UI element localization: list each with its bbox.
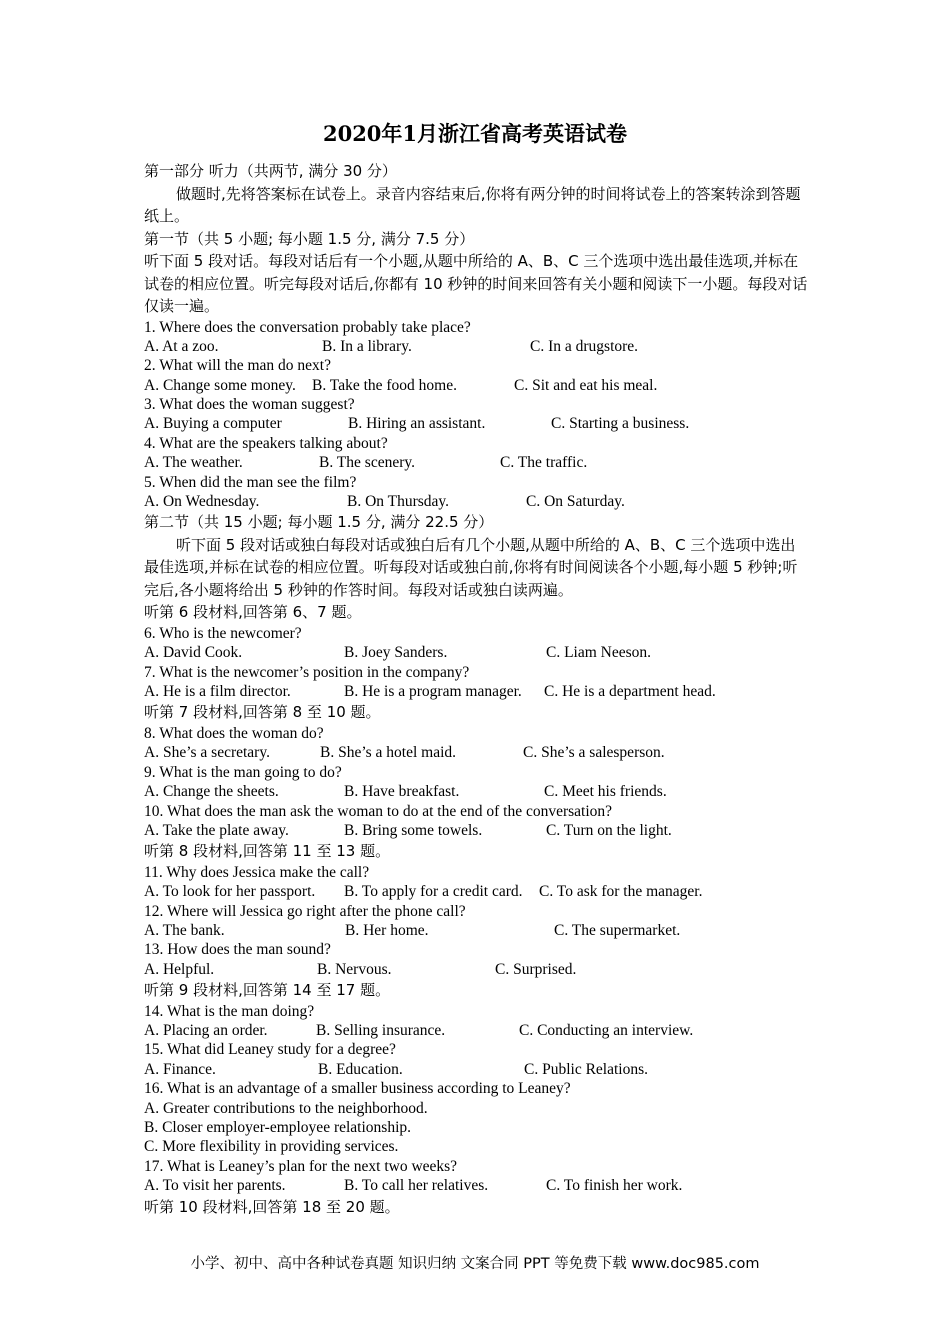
option-c: C. The traffic. [500, 454, 588, 472]
option-a: A. Placing an order. [144, 1022, 268, 1040]
question-7: 7. What is the newcomer’s position in the company? [144, 663, 470, 681]
option-b: B. Joey Sanders. [344, 644, 448, 662]
option-c: C. The supermarket. [554, 921, 681, 939]
option-c: C. On Saturday. [526, 493, 625, 511]
options-6 [144, 643, 810, 662]
question-10: 10. What does the man ask the woman to do at the end of the conversation? [144, 802, 613, 820]
options-11 [144, 882, 810, 901]
option-a: A. He is a film director. [144, 683, 291, 701]
option-a: A. David Cook. [144, 644, 243, 662]
option-c: C. Starting a business. [551, 415, 690, 433]
question-3: 3. What does the woman suggest? [144, 396, 355, 414]
option-c: C. She’s a salesperson. [523, 744, 665, 762]
option-b: B. She’s a hotel maid. [320, 744, 457, 762]
question-16: 16. What is an advantage of a smaller business according to Leaney? [144, 1080, 571, 1098]
option-b: B. To call her relatives. [344, 1177, 489, 1195]
question-14: 14. What is the man doing? [144, 1002, 315, 1020]
option-b: B. Selling insurance. [316, 1022, 446, 1040]
option-a: A. Helpful. [144, 960, 215, 978]
question-13: 13. How does the man sound? [144, 941, 331, 959]
options-15 [144, 1060, 810, 1079]
options-1 [144, 337, 810, 356]
option-b: B. Nervous. [317, 960, 392, 978]
option-a: A. On Wednesday. [144, 493, 260, 511]
options-8 [144, 743, 810, 762]
option-c: C. Liam Neeson. [546, 644, 652, 662]
options-10 [144, 821, 810, 840]
section2-heading: 第二节（共 15 小题; 每小题 1.5 分, 满分 22.5 分） [144, 513, 494, 532]
option-b: B. He is a program manager. [344, 683, 522, 701]
option-b: B. To apply for a credit card. [344, 883, 523, 901]
question-12: 12. Where will Jessica go right after the phone call? [144, 902, 466, 920]
option-b: B. In a library. [322, 337, 412, 355]
question-17: 17. What is Leaney’s plan for the next two weeks? [144, 1157, 458, 1175]
question-15: 15. What did Leaney study for a degree? [144, 1041, 396, 1059]
option-a: A. Take the plate away. [144, 821, 289, 839]
question-11: 11. Why does Jessica make the call? [144, 863, 370, 881]
option-b: B. Take the food home. [312, 376, 457, 394]
options-5 [144, 492, 810, 511]
option-c: C. In a drugstore. [530, 337, 639, 355]
option-c: C. To finish her work. [546, 1177, 683, 1195]
option-c: C. He is a department head. [544, 683, 716, 701]
option-b: B. Her home. [345, 921, 429, 939]
option-a: A. To visit her parents. [144, 1177, 286, 1195]
option-16-b: B. Closer employer-employee relationship. [144, 1119, 411, 1136]
page-title: 2020年1月浙江省高考英语试卷 [322, 121, 628, 146]
option-a: A. The bank. [144, 921, 225, 939]
options-12 [144, 921, 810, 940]
footer-ad: 小学、初中、高中各种试卷真题 知识归纳 文案合同 PPT 等免费下载 www.doc985.com [190, 1256, 760, 1272]
option-16-a: A. Greater contributions to the neighborhood. [144, 1099, 428, 1117]
question-9: 9. What is the man going to do? [144, 763, 342, 781]
options-17 [144, 1176, 810, 1195]
option-c: C. Sit and eat his meal. [514, 376, 658, 394]
options-9 [144, 782, 810, 801]
option-b: B. Bring some towels. [344, 821, 483, 839]
material-10-heading: 听第 10 段材料,回答第 18 至 20 题。 [144, 1197, 400, 1216]
option-c: C. To ask for the manager. [539, 883, 703, 901]
material-9-heading: 听第 9 段材料,回答第 14 至 17 题。 [144, 981, 391, 1000]
option-c: C. Surprised. [495, 960, 577, 978]
options-14 [144, 1021, 810, 1040]
material-7-heading: 听第 7 段材料,回答第 8 至 10 题。 [144, 703, 381, 722]
options-3 [144, 414, 810, 433]
section1-instructions: 听下面 5 段对话。每段对话后有一个小题,从题中所给的 A、B、C 三个选项中选出最佳选项,并标在试卷的相应位置。听完每段对话后,你都有 10 秒钟的时间来回答有关小题和阅读下一小题。每段对话仅读一遍。 [144, 252, 808, 315]
option-a: A. Buying a computer [144, 415, 282, 433]
part1-heading: 第一部分 听力（共两节, 满分 30 分） [144, 162, 397, 180]
option-c: C. Turn on the light. [546, 821, 672, 839]
option-a: A. Change the sheets. [144, 783, 279, 801]
options-2 [144, 376, 810, 395]
option-16-c: C. More flexibility in providing services. [144, 1138, 399, 1156]
option-b: B. On Thursday. [347, 493, 450, 511]
section2-instructions: 听下面 5 段对话或独白每段对话或独白后有几个小题,从题中所给的 A、B、C 三个选项中选出最佳选项,并标在试卷的相应位置。听每段对话或独白前,你将有时间阅读各个小题,每小题 5 秒钟;听完后,各小题将给出 5 秒钟的作答时间。每段对话或独白读两遍。 [144, 535, 798, 599]
option-b: B. The scenery. [319, 454, 415, 472]
section1-heading: 第一节（共 5 小题; 每小题 1.5 分, 满分 7.5 分） [144, 229, 475, 248]
option-a: A. To look for her passport. [144, 883, 316, 901]
material-8-heading: 听第 8 段材料,回答第 11 至 13 题。 [144, 842, 391, 861]
option-a: A. At a zoo. [144, 337, 219, 355]
option-a: A. She’s a secretary. [144, 744, 270, 762]
material-6-heading: 听第 6 段材料,回答第 6、7 题。 [144, 603, 362, 622]
question-5: 5. When did the man see the film? [144, 473, 357, 491]
option-a: A. Finance. [144, 1060, 216, 1078]
question-6: 6. Who is the newcomer? [144, 624, 302, 642]
option-c: C. Public Relations. [524, 1060, 648, 1078]
option-c: C. Meet his friends. [544, 783, 667, 801]
question-8: 8. What does the woman do? [144, 724, 324, 742]
option-a: A. Change some money. [144, 376, 296, 394]
part1-instructions: 做题时,先将答案标在试卷上。录音内容结束后,你将有两分钟的时间将试卷上的答案转涂到答题纸上。 [144, 184, 801, 225]
option-a: A. The weather. [144, 454, 243, 472]
question-2: 2. What will the man do next? [144, 357, 331, 375]
question-1: 1. Where does the conversation probably take place? [144, 318, 471, 336]
exam-body [144, 160, 810, 1218]
option-b: B. Education. [318, 1060, 403, 1078]
options-13 [144, 960, 810, 979]
option-b: B. Have breakfast. [344, 783, 460, 801]
option-b: B. Hiring an assistant. [348, 415, 486, 433]
options-7 [144, 682, 810, 701]
options-4 [144, 453, 810, 472]
option-c: C. Conducting an interview. [519, 1022, 694, 1040]
question-4: 4. What are the speakers talking about? [144, 434, 388, 452]
